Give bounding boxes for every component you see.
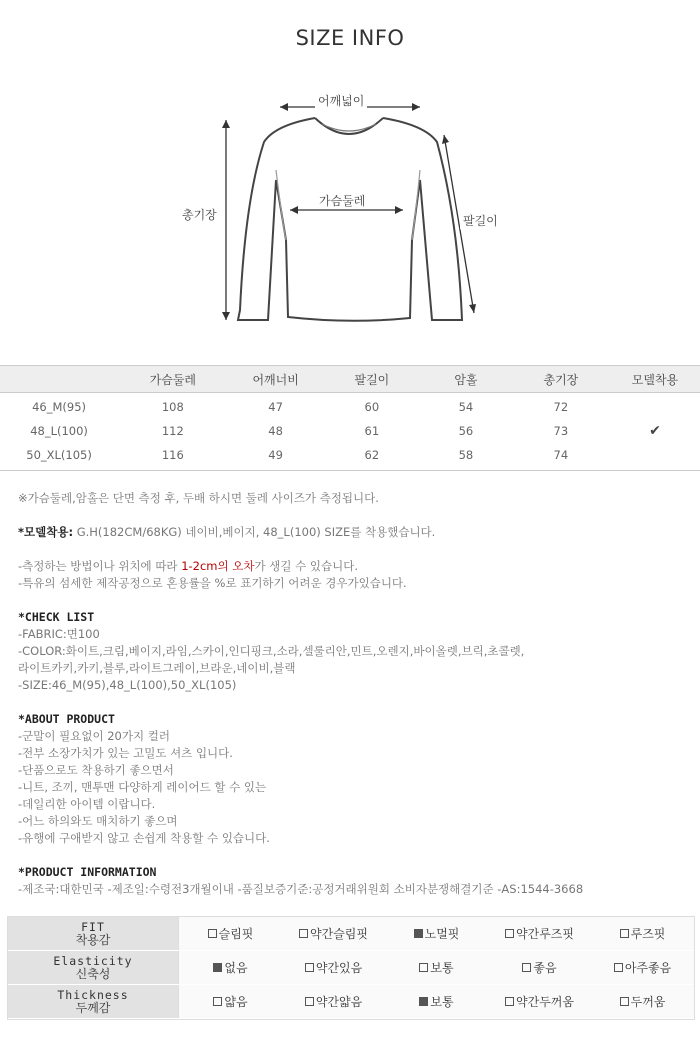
- sleeve-cell: 61: [364, 424, 380, 438]
- fit-option-label: 두꺼움: [630, 995, 666, 1009]
- fit-option: [385, 951, 488, 984]
- fabric-line: -FABRIC:면100: [18, 627, 100, 641]
- empty-box-icon: [620, 929, 629, 938]
- checked-box-icon: [414, 929, 423, 938]
- size-cell: 50_XL(105): [26, 448, 92, 462]
- shoulder-cell: 47: [268, 400, 283, 414]
- about-line: -전부 소장가치가 있는 고밀도 셔츠 입니다.: [18, 746, 233, 760]
- shoulder-label: 어깨넓이: [315, 92, 367, 109]
- empty-box-icon: [299, 929, 308, 938]
- blend-note: -특유의 섬세한 제작공정으로 혼용률을 %로 표기하기 어려운 경우가있습니다.: [18, 576, 407, 590]
- fit-option: [282, 985, 385, 1018]
- header-cell: 암홀: [454, 372, 478, 387]
- model-info: [18, 524, 688, 541]
- fit-option: [385, 985, 488, 1018]
- length-cell: 74: [553, 448, 569, 462]
- fit-label-en: Elasticity: [53, 953, 133, 968]
- header-cell: [0, 366, 118, 392]
- size-cell: 48_L(100): [30, 424, 88, 438]
- fit-option-label: 약간두꺼움: [516, 995, 574, 1009]
- fit-option-label: 약간있음: [315, 961, 363, 975]
- fit-label-ko: 두께감: [75, 1000, 111, 1015]
- shoulder-cell: 48: [268, 424, 283, 438]
- fit-row: [8, 917, 694, 951]
- error-note-suffix: 가 생길 수 있습니다.: [254, 559, 358, 573]
- empty-box-icon: [305, 997, 314, 1006]
- header-cell: 가슴둘레: [149, 372, 196, 387]
- info-line: -제조국:대한민국 -제조일:수령전3개월이내 -품질보증기준:공정거래위원회 소비자분쟁해결기준 -AS:1544-3668: [18, 882, 584, 896]
- about-line: -단품으로도 착용하기 좋으면서: [18, 763, 174, 777]
- fit-option: [591, 985, 694, 1018]
- tshirt-diagram: [0, 80, 700, 340]
- empty-box-icon: [505, 929, 514, 938]
- about-line: -군말이 필요없이 20가지 컬러: [18, 729, 170, 743]
- size-cell: 46_M(95): [32, 400, 87, 414]
- fit-label-en: Thickness: [57, 987, 129, 1002]
- empty-box-icon: [620, 997, 629, 1006]
- chest-cell: 116: [161, 448, 184, 462]
- fit-options: [178, 917, 694, 950]
- header-cell: 어깨너비: [252, 372, 299, 387]
- fit-option-label: 좋음: [533, 961, 557, 975]
- fit-option-label: 루즈핏: [630, 927, 666, 941]
- model-cell: [610, 443, 700, 467]
- model-cell: [610, 395, 700, 419]
- shoulder-cell: 49: [268, 448, 283, 462]
- chest-cell: 108: [161, 400, 184, 414]
- sleeve-label: 팔길이: [460, 212, 501, 229]
- fit-label-en: FIT: [81, 919, 105, 934]
- fit-row: [8, 985, 694, 1019]
- length-cell: 72: [553, 400, 569, 414]
- fit-option: [179, 985, 282, 1018]
- fit-option-label: 보통: [430, 961, 454, 975]
- color-line-cont: 라이트카키,카키,블루,라이트그레이,브라운,네이비,블랙: [18, 661, 296, 675]
- model-info-label: *모델착용:: [18, 525, 74, 539]
- fit-option: [591, 951, 694, 984]
- fit-row: [8, 951, 694, 985]
- about-line: -데일리한 아이템 이랍니다.: [18, 797, 156, 811]
- fit-label-ko: 신축성: [75, 966, 111, 981]
- empty-box-icon: [522, 963, 531, 972]
- chest-label: 가슴둘레: [316, 192, 368, 209]
- fit-option: [488, 951, 591, 984]
- fit-options: [178, 985, 694, 1018]
- about-line: -니트, 조끼, 맨투맨 다양하게 레이어드 할 수 있는: [18, 780, 267, 794]
- fit-option: [179, 917, 282, 950]
- checkmark-icon: ✔: [649, 423, 661, 439]
- fit-option: [282, 917, 385, 950]
- armhole-cell: 58: [458, 448, 474, 462]
- fit-label-ko: 착용감: [75, 932, 111, 947]
- fit-option: [282, 951, 385, 984]
- empty-box-icon: [505, 997, 514, 1006]
- error-note-prefix: -측정하는 방법이나 위치에 따라: [18, 559, 182, 573]
- fit-option-label: 노멀핏: [424, 927, 460, 941]
- length-cell: 73: [553, 424, 569, 438]
- fit-table: [7, 916, 695, 1020]
- sleeve-cell: 60: [364, 400, 380, 414]
- empty-box-icon: [305, 963, 314, 972]
- sleeve-cell: 62: [364, 448, 380, 462]
- check-list-heading: *CHECK LIST: [18, 610, 95, 624]
- product-notes: [18, 490, 688, 898]
- about-heading: *ABOUT PRODUCT: [18, 712, 115, 726]
- fit-option-label: 슬림핏: [218, 927, 254, 941]
- size-line: -SIZE:46_M(95),48_L(100),50_XL(105): [18, 678, 237, 692]
- fit-option-label: 얇음: [224, 995, 248, 1009]
- fit-option: [385, 917, 488, 950]
- table-row: [0, 395, 700, 419]
- header-cell: 총기장: [543, 372, 579, 387]
- fit-row-label: [8, 951, 178, 984]
- empty-box-icon: [419, 963, 428, 972]
- fit-option-label: 약간루즈핏: [516, 927, 574, 941]
- model-info-text: G.H(182CM/68KG) 네이비,베이지, 48_L(100) SIZE를 착용했습니다.: [73, 525, 436, 539]
- fit-option-label: 없음: [224, 961, 248, 975]
- fit-option-label: 약간슬림핏: [310, 927, 368, 941]
- info-heading: *PRODUCT INFORMATION: [18, 865, 157, 879]
- error-note: [18, 558, 688, 575]
- armhole-cell: 56: [458, 424, 474, 438]
- fit-row-label: [8, 917, 178, 950]
- size-table-header: [0, 365, 700, 393]
- error-note-highlight: 1-2cm의 오차: [181, 559, 255, 573]
- fit-option: [179, 951, 282, 984]
- table-row: [0, 443, 700, 467]
- size-table: [0, 365, 700, 471]
- length-label: 총기장: [182, 208, 217, 222]
- empty-box-icon: [208, 929, 217, 938]
- fit-option: [591, 917, 694, 950]
- header-cell: 팔길이: [354, 372, 390, 387]
- table-row: [0, 419, 700, 443]
- checked-box-icon: [213, 963, 222, 972]
- divider: [0, 470, 700, 471]
- checked-box-icon: [419, 997, 428, 1006]
- about-line: -유행에 구애받지 않고 손쉽게 착용할 수 있습니다.: [18, 831, 270, 845]
- about-line: -어느 하의와도 매치하기 좋으며: [18, 814, 178, 828]
- fit-option: [488, 985, 591, 1018]
- fit-row-label: [8, 985, 178, 1018]
- empty-box-icon: [213, 997, 222, 1006]
- measure-note: ※가슴둘레,암홀은 단면 측정 후, 두배 하시면 둘레 사이즈가 측정됩니다.: [18, 491, 379, 505]
- fit-options: [178, 951, 694, 984]
- armhole-cell: 54: [458, 400, 474, 414]
- chest-cell: 112: [161, 424, 184, 438]
- empty-box-icon: [614, 963, 623, 972]
- page-title: SIZE INFO: [295, 26, 405, 50]
- fit-option: [488, 917, 591, 950]
- color-line: -COLOR:화이트,크림,베이지,라임,스카이,인디핑크,소라,셀룰리안,민트,오렌지,바이올렛,브릭,초콜렛,: [18, 644, 525, 658]
- fit-option-label: 보통: [430, 995, 454, 1009]
- header-cell: 모델착용: [631, 372, 679, 387]
- fit-option-label: 아주좋음: [624, 961, 672, 975]
- size-diagram: [0, 80, 700, 340]
- fit-option-label: 약간얇음: [315, 995, 363, 1009]
